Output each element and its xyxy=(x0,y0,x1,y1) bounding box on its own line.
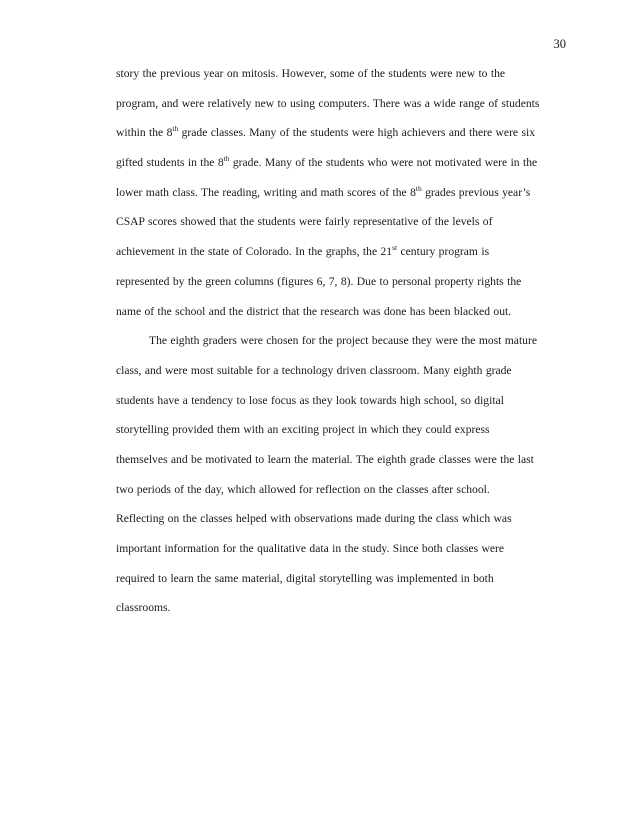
superscript: th xyxy=(415,183,422,193)
text-run: themselves and be motivated to learn the material. The eighth grade classes were the last xyxy=(116,452,534,466)
text-line-9 xyxy=(116,297,576,327)
text-run: students have a tendency to lose focus as they look towards high school, so digital xyxy=(116,393,504,407)
text-run: grades previous year’s xyxy=(421,185,531,199)
text-run: program, and were relatively new to using computers. There was a wide range of students xyxy=(116,96,540,110)
text-run: important information for the qualitative data in the study. Since both classes were xyxy=(116,542,505,555)
text-line-1 xyxy=(116,59,576,89)
text-run: Reflecting on the classes helped with observations made during the class which was xyxy=(116,512,512,526)
text-line-19 xyxy=(116,593,576,623)
text-run: gifted students in the 8 xyxy=(116,156,224,170)
text-run: name of the school and the district that the research was done has been blacked out. xyxy=(116,304,512,318)
text-line-2 xyxy=(116,89,576,119)
text-run: story the previous year on mitosis. However, some of the students were new to the xyxy=(116,67,506,80)
text-line-15 xyxy=(116,475,576,505)
text-run: grade. Many of the students who were not motivated were in the xyxy=(229,156,538,170)
text-line-17 xyxy=(116,534,576,564)
body-text xyxy=(116,59,576,623)
text-line-4 xyxy=(116,148,576,178)
text-run: CSAP scores showed that the students were fairly representative of the levels of xyxy=(116,215,493,229)
text-run: within the 8 xyxy=(116,126,173,140)
text-run: achievement in the state of Colorado. In the graphs, the 21 xyxy=(116,245,393,259)
text-line-13 xyxy=(116,415,576,445)
text-line-14 xyxy=(116,445,576,475)
superscript: th xyxy=(223,154,230,164)
text-run: classrooms. xyxy=(116,601,171,615)
text-run: two periods of the day, which allowed for reflection on the classes after school. xyxy=(116,482,490,496)
text-run: grade classes. Many of the students were high achievers and there were six xyxy=(178,126,535,140)
text-run: storytelling provided them with an exciting project in which they could express xyxy=(116,423,490,437)
text-line-12 xyxy=(116,386,576,416)
text-run: The eighth graders were chosen for the project because they were the most mature xyxy=(149,334,537,348)
text-line-10 xyxy=(116,326,576,356)
text-line-7 xyxy=(116,237,576,267)
text-run: class, and were most suitable for a technology driven classroom. Many eighth grade xyxy=(116,363,512,377)
text-line-3 xyxy=(116,118,576,148)
text-line-18 xyxy=(116,564,576,594)
text-run: century program is xyxy=(397,245,490,259)
superscript: st xyxy=(392,243,398,253)
text-run: required to learn the same material, digital storytelling was implemented in both xyxy=(116,571,494,585)
text-line-16 xyxy=(116,504,576,534)
text-line-6 xyxy=(116,207,576,237)
text-run: lower math class. The reading, writing and math scores of the 8 xyxy=(116,185,416,199)
text-run: represented by the green columns (figures 6, 7, 8). Due to personal property rights the xyxy=(116,274,522,288)
page-number: 30 xyxy=(553,37,566,51)
text-line-5 xyxy=(116,178,576,208)
superscript: th xyxy=(172,124,179,134)
text-line-8 xyxy=(116,267,576,297)
text-line-11 xyxy=(116,356,576,386)
